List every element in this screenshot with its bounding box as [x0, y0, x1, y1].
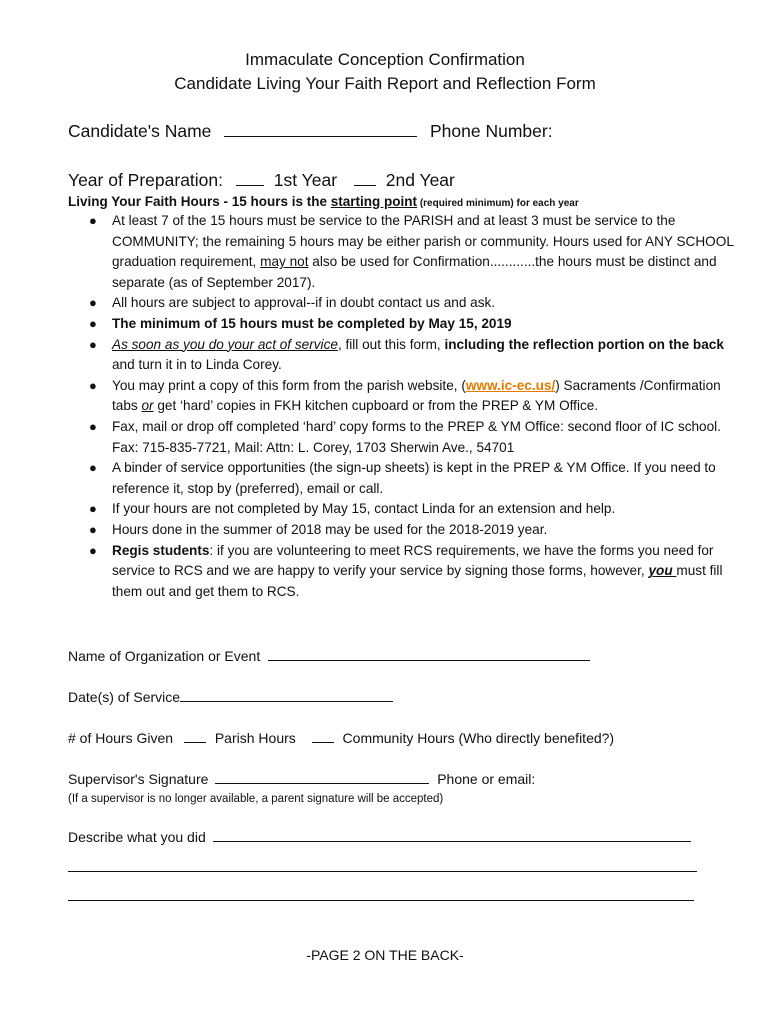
- organization-field[interactable]: [268, 659, 590, 661]
- rule-bold: including the reflection portion on the back: [444, 336, 724, 352]
- supervisor-label: Supervisor's Signature: [68, 771, 209, 787]
- dates-field[interactable]: [180, 700, 393, 702]
- bullet-icon: ●: [89, 542, 97, 558]
- rules-list: [86, 211, 737, 602]
- supervisor-note: (If a supervisor is no longer available, a parent signature will be accepted): [68, 793, 444, 805]
- list-item: [89, 211, 737, 293]
- rule-text: ) Sacraments /Confirmation tabs: [112, 377, 721, 414]
- hours-row: [68, 730, 614, 746]
- year-label: Year of Preparation:: [68, 170, 224, 190]
- bullet-icon: ●: [89, 501, 97, 517]
- candidate-name-row: [68, 121, 417, 142]
- hours-label: # of Hours Given: [68, 730, 174, 746]
- candidate-name-label: Candidate's Name: [68, 121, 212, 141]
- parish-website-link[interactable]: www.ic-ec.us/: [465, 377, 556, 393]
- rule-text: get ‘hard’ copies in FKH kitchen cupboard or from the PREP & YM Office.: [153, 398, 599, 414]
- bullet-icon: ●: [89, 295, 97, 311]
- second-year-blank[interactable]: [354, 184, 376, 186]
- describe-line-3[interactable]: [68, 900, 694, 901]
- parish-hours-label: Parish Hours: [214, 730, 296, 746]
- dates-label: Date(s) of Service: [68, 689, 181, 705]
- rule-emphasis: or: [141, 398, 154, 414]
- bullet-icon: ●: [89, 521, 97, 537]
- describe-field[interactable]: [213, 840, 691, 842]
- list-item: [89, 376, 737, 417]
- second-year-label: 2nd Year: [385, 170, 455, 190]
- list-item: [89, 499, 737, 520]
- describe-row: [68, 829, 691, 845]
- rule-text: At least 7 of the 15 hours must be service to the PARISH and at least 3 must be service to the COMMUNITY; the remaining 5 hours may be either parish or community. Hours used for ANY SCHOOL graduation requirement,: [112, 213, 734, 270]
- form-subtitle: Candidate Living Your Faith Report and Reflection Form: [174, 74, 596, 93]
- bullet-icon: ●: [89, 336, 97, 352]
- rule-text: , fill out this form,: [337, 336, 445, 352]
- describe-line-2[interactable]: [68, 871, 697, 872]
- first-year-label: 1st Year: [273, 170, 338, 190]
- community-hours-field[interactable]: [312, 741, 334, 743]
- bullet-icon: ●: [89, 377, 97, 393]
- rule-text: You may print a copy of this form from the parish website, (: [112, 377, 466, 393]
- intro-lead: Living Your Faith Hours - 15 hours is the: [68, 194, 331, 209]
- intro-emphasis: starting point: [330, 194, 418, 209]
- phone-email-label: Phone or email:: [437, 771, 536, 787]
- rule-emphasis: As soon as you do your act of service: [112, 336, 338, 352]
- rule-text: : if you are volunteering to meet RCS requirements, we have the forms you need for service to RCS and we are happy to verify your service by signing those forms, however,: [112, 542, 714, 579]
- list-item: [89, 458, 737, 499]
- deadline-text: The minimum of 15 hours must be completed by May 15, 2019: [112, 315, 512, 331]
- bullet-icon: ●: [89, 315, 97, 331]
- rule-bold: Regis students: [112, 542, 210, 558]
- year-of-preparation-row: [68, 170, 455, 191]
- bullet-icon: ●: [89, 213, 97, 228]
- list-item: [89, 293, 737, 314]
- organization-row: [68, 648, 590, 664]
- list-item: [89, 335, 737, 376]
- rule-underline: may not: [260, 254, 309, 270]
- rule-text: Hours done in the summer of 2018 may be used for the 2018-2019 year.: [112, 521, 548, 537]
- page-footer: -PAGE 2 ON THE BACK-: [306, 947, 464, 963]
- rule-text: must fill them out and get them to RCS.: [112, 563, 723, 599]
- community-hours-label: Community Hours (Who directly benefited?): [342, 730, 615, 746]
- parish-hours-field[interactable]: [184, 741, 206, 743]
- list-item: [89, 520, 737, 541]
- candidate-name-field[interactable]: [224, 135, 417, 137]
- dates-row: [68, 689, 393, 705]
- first-year-blank[interactable]: [236, 184, 264, 186]
- rule-text: If your hours are not completed by May 15, contact Linda for an extension and help.: [112, 501, 616, 517]
- supervisor-row: [68, 771, 535, 787]
- rule-emphasis: you: [648, 563, 677, 579]
- intro-small: (required minimum) for each year: [417, 198, 579, 209]
- rule-text: and turn it in to Linda Corey.: [112, 357, 282, 373]
- phone-label: Phone Number:: [430, 121, 553, 141]
- describe-label: Describe what you did: [68, 829, 206, 845]
- list-item: [89, 314, 737, 335]
- list-item: [89, 417, 737, 458]
- rule-text: All hours are subject to approval--if in doubt contact us and ask.: [112, 295, 496, 311]
- bullet-icon: ●: [89, 460, 97, 476]
- hours-intro: [68, 194, 579, 209]
- form-title: Immaculate Conception Confirmation: [245, 50, 525, 69]
- rule-text: also be used for Confirmation............the hours must be distinct and separate (as of September 2017).: [112, 254, 717, 290]
- organization-label: Name of Organization or Event: [68, 648, 261, 664]
- bullet-icon: ●: [89, 418, 97, 434]
- list-item: [89, 541, 737, 603]
- rule-text: Fax, mail or drop off completed ‘hard’ copy forms to the PREP & YM Office: second floor of IC school. Fax: 715-835-7721, Mail: Attn: L. Corey, 1703 Sherwin Ave., 54701: [112, 418, 721, 455]
- rule-text: A binder of service opportunities (the sign-up sheets) is kept in the PREP & YM Office. If you need to reference it, stop by (preferred), email or call.: [112, 460, 716, 496]
- supervisor-signature-field[interactable]: [215, 782, 429, 784]
